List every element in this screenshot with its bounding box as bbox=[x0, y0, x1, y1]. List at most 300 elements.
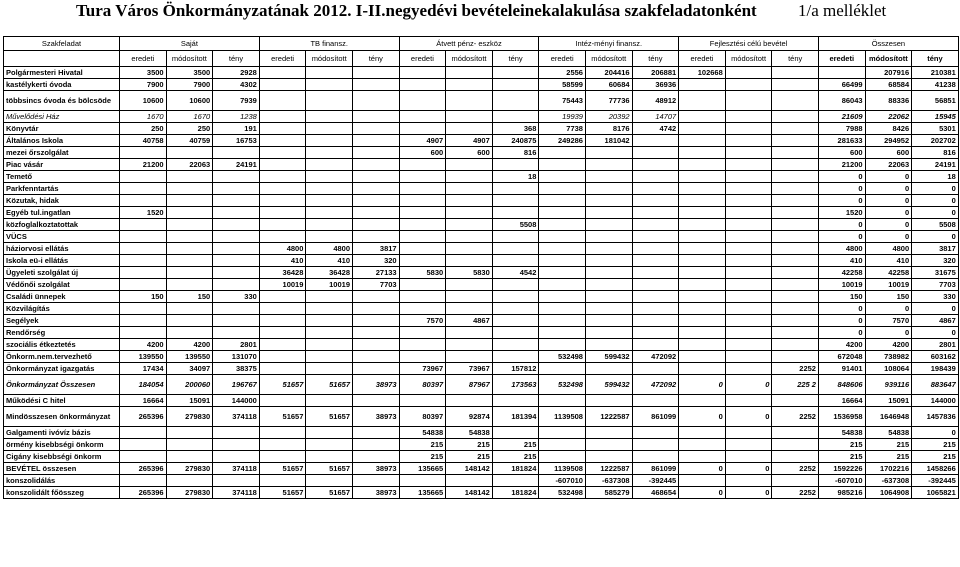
row-label: Mindösszesen önkormányzat bbox=[4, 407, 120, 427]
cell-value: 0 bbox=[818, 231, 865, 243]
cell-value: 36428 bbox=[306, 267, 353, 279]
row-label: Művelődési Ház bbox=[4, 111, 120, 123]
cell-value bbox=[725, 219, 772, 231]
row-label: konszolidált főösszeg bbox=[4, 487, 120, 499]
cell-value bbox=[725, 159, 772, 171]
cell-value bbox=[353, 395, 400, 407]
cell-value bbox=[585, 303, 632, 315]
cell-value: 54838 bbox=[818, 427, 865, 439]
cell-value: 42258 bbox=[865, 267, 912, 279]
cell-value: 1222587 bbox=[585, 407, 632, 427]
cell-value bbox=[353, 147, 400, 159]
revenue-table bbox=[3, 36, 959, 499]
cell-value bbox=[166, 171, 213, 183]
cell-value bbox=[259, 195, 306, 207]
header-group: Saját bbox=[120, 37, 260, 51]
cell-value: 4200 bbox=[818, 339, 865, 351]
cell-value bbox=[446, 207, 493, 219]
cell-value bbox=[772, 475, 819, 487]
cell-value bbox=[492, 79, 539, 91]
cell-value: 1670 bbox=[120, 111, 167, 123]
cell-value bbox=[725, 207, 772, 219]
cell-value bbox=[306, 395, 353, 407]
cell-value: 215 bbox=[912, 439, 959, 451]
header-blank bbox=[4, 51, 120, 67]
cell-value: 215 bbox=[492, 439, 539, 451]
cell-value bbox=[585, 219, 632, 231]
table-row bbox=[4, 279, 959, 291]
cell-value bbox=[259, 339, 306, 351]
cell-value bbox=[166, 451, 213, 463]
cell-value bbox=[446, 291, 493, 303]
cell-value bbox=[353, 91, 400, 111]
cell-value bbox=[585, 207, 632, 219]
cell-value bbox=[539, 451, 586, 463]
cell-value bbox=[492, 255, 539, 267]
cell-value: -637308 bbox=[865, 475, 912, 487]
cell-value: 215 bbox=[399, 451, 446, 463]
header-sub: módosított bbox=[865, 51, 912, 67]
cell-value bbox=[213, 255, 260, 267]
cell-value bbox=[539, 427, 586, 439]
cell-value: 215 bbox=[818, 439, 865, 451]
cell-value bbox=[725, 67, 772, 79]
cell-value bbox=[492, 351, 539, 363]
cell-value: 7703 bbox=[912, 279, 959, 291]
cell-value: 2252 bbox=[772, 363, 819, 375]
cell-value bbox=[632, 279, 679, 291]
row-label: Cigány kisebbségi önkorm bbox=[4, 451, 120, 463]
cell-value: 532498 bbox=[539, 351, 586, 363]
cell-value: 102668 bbox=[679, 67, 726, 79]
cell-value bbox=[259, 207, 306, 219]
cell-value: 240875 bbox=[492, 135, 539, 147]
cell-value bbox=[399, 195, 446, 207]
table-row bbox=[4, 315, 959, 327]
cell-value bbox=[725, 315, 772, 327]
cell-value bbox=[259, 395, 306, 407]
cell-value bbox=[259, 135, 306, 147]
cell-value bbox=[259, 91, 306, 111]
cell-value: 0 bbox=[912, 183, 959, 195]
cell-value bbox=[259, 111, 306, 123]
cell-value bbox=[213, 451, 260, 463]
cell-value bbox=[120, 219, 167, 231]
cell-value bbox=[585, 147, 632, 159]
cell-value: 265396 bbox=[120, 487, 167, 499]
cell-value bbox=[492, 231, 539, 243]
header-sub: eredeti bbox=[539, 51, 586, 67]
cell-value bbox=[632, 451, 679, 463]
cell-value: 36936 bbox=[632, 79, 679, 91]
cell-value bbox=[492, 111, 539, 123]
cell-value bbox=[772, 427, 819, 439]
cell-value bbox=[632, 315, 679, 327]
cell-value: -392445 bbox=[632, 475, 679, 487]
cell-value: 7570 bbox=[865, 315, 912, 327]
cell-value bbox=[539, 267, 586, 279]
cell-value bbox=[166, 183, 213, 195]
cell-value: 472092 bbox=[632, 351, 679, 363]
cell-value bbox=[772, 439, 819, 451]
cell-value bbox=[399, 91, 446, 111]
cell-value bbox=[353, 303, 400, 315]
cell-value: 150 bbox=[166, 291, 213, 303]
cell-value bbox=[166, 231, 213, 243]
cell-value bbox=[585, 395, 632, 407]
cell-value bbox=[679, 255, 726, 267]
cell-value bbox=[492, 427, 539, 439]
cell-value: 1520 bbox=[120, 207, 167, 219]
cell-value bbox=[166, 219, 213, 231]
cell-value bbox=[306, 171, 353, 183]
cell-value bbox=[353, 135, 400, 147]
cell-value bbox=[399, 395, 446, 407]
cell-value: 40759 bbox=[166, 135, 213, 147]
cell-value bbox=[632, 255, 679, 267]
cell-value bbox=[772, 279, 819, 291]
cell-value bbox=[213, 475, 260, 487]
cell-value bbox=[213, 427, 260, 439]
cell-value: 91401 bbox=[818, 363, 865, 375]
table-row bbox=[4, 207, 959, 219]
cell-value: 738982 bbox=[865, 351, 912, 363]
cell-value: 330 bbox=[912, 291, 959, 303]
cell-value bbox=[632, 363, 679, 375]
cell-value bbox=[399, 291, 446, 303]
cell-value bbox=[120, 147, 167, 159]
cell-value bbox=[772, 195, 819, 207]
cell-value bbox=[353, 327, 400, 339]
cell-value bbox=[632, 147, 679, 159]
cell-value: 22062 bbox=[865, 111, 912, 123]
cell-value: 135665 bbox=[399, 463, 446, 475]
cell-value: 410 bbox=[865, 255, 912, 267]
cell-value: -392445 bbox=[912, 475, 959, 487]
cell-value: 410 bbox=[259, 255, 306, 267]
cell-value: 848606 bbox=[818, 375, 865, 395]
cell-value bbox=[725, 91, 772, 111]
header-sub: eredeti bbox=[399, 51, 446, 67]
cell-value bbox=[632, 195, 679, 207]
cell-value: 472092 bbox=[632, 375, 679, 395]
cell-value: 181042 bbox=[585, 135, 632, 147]
cell-value bbox=[120, 327, 167, 339]
page-title: Tura Város Önkormányzatának 2012. I-II.negyedévi bevételeinekalakulása szakfeladatonként bbox=[76, 1, 757, 20]
cell-value: 985216 bbox=[818, 487, 865, 499]
cell-value: 279830 bbox=[166, 487, 213, 499]
cell-value bbox=[399, 219, 446, 231]
cell-value bbox=[120, 315, 167, 327]
cell-value bbox=[166, 303, 213, 315]
cell-value bbox=[306, 291, 353, 303]
table-row bbox=[4, 135, 959, 147]
cell-value: 1065821 bbox=[912, 487, 959, 499]
table-row bbox=[4, 111, 959, 123]
cell-value: 816 bbox=[912, 147, 959, 159]
cell-value: 19939 bbox=[539, 111, 586, 123]
cell-value: 215 bbox=[818, 451, 865, 463]
cell-value: 14707 bbox=[632, 111, 679, 123]
cell-value: 4907 bbox=[446, 135, 493, 147]
cell-value bbox=[772, 267, 819, 279]
cell-value bbox=[446, 475, 493, 487]
cell-value bbox=[213, 315, 260, 327]
cell-value: 281633 bbox=[818, 135, 865, 147]
cell-value: 7570 bbox=[399, 315, 446, 327]
cell-value bbox=[353, 427, 400, 439]
cell-value bbox=[772, 339, 819, 351]
cell-value: 4800 bbox=[865, 243, 912, 255]
cell-value: 144000 bbox=[912, 395, 959, 407]
cell-value bbox=[166, 475, 213, 487]
cell-value: 60684 bbox=[585, 79, 632, 91]
cell-value: 1702216 bbox=[865, 463, 912, 475]
cell-value: 88336 bbox=[865, 91, 912, 111]
cell-value bbox=[679, 351, 726, 363]
cell-value: 202702 bbox=[912, 135, 959, 147]
cell-value bbox=[492, 315, 539, 327]
cell-value: 0 bbox=[818, 315, 865, 327]
cell-value bbox=[679, 135, 726, 147]
row-label: Önkormányzat igazgatás bbox=[4, 363, 120, 375]
cell-value bbox=[632, 219, 679, 231]
cell-value bbox=[399, 339, 446, 351]
cell-value bbox=[120, 427, 167, 439]
cell-value bbox=[772, 171, 819, 183]
cell-value bbox=[213, 303, 260, 315]
cell-value bbox=[725, 395, 772, 407]
cell-value: 1670 bbox=[166, 111, 213, 123]
cell-value bbox=[306, 315, 353, 327]
cell-value bbox=[166, 255, 213, 267]
cell-value bbox=[353, 315, 400, 327]
cell-value: 16753 bbox=[213, 135, 260, 147]
cell-value: 4800 bbox=[259, 243, 306, 255]
cell-value: 148142 bbox=[446, 463, 493, 475]
row-label: közfoglalkoztatottak bbox=[4, 219, 120, 231]
cell-value bbox=[306, 339, 353, 351]
cell-value: 7900 bbox=[166, 79, 213, 91]
cell-value: 599432 bbox=[585, 375, 632, 395]
row-label: örmény kisebbségi önkorm bbox=[4, 439, 120, 451]
cell-value: 250 bbox=[120, 123, 167, 135]
cell-value: 73967 bbox=[446, 363, 493, 375]
cell-value: 15091 bbox=[865, 395, 912, 407]
cell-value bbox=[166, 147, 213, 159]
cell-value bbox=[725, 255, 772, 267]
cell-value: 27133 bbox=[353, 267, 400, 279]
cell-value: 0 bbox=[818, 303, 865, 315]
cell-value: 10019 bbox=[818, 279, 865, 291]
cell-value: 0 bbox=[725, 463, 772, 475]
cell-value: 51657 bbox=[306, 407, 353, 427]
row-label: Működési C hitel bbox=[4, 395, 120, 407]
table-row bbox=[4, 339, 959, 351]
table-row bbox=[4, 79, 959, 91]
cell-value bbox=[213, 195, 260, 207]
cell-value bbox=[399, 279, 446, 291]
cell-value bbox=[772, 451, 819, 463]
header-row-groups bbox=[4, 37, 959, 51]
cell-value: 0 bbox=[818, 171, 865, 183]
cell-value bbox=[725, 79, 772, 91]
cell-value bbox=[446, 231, 493, 243]
cell-value bbox=[772, 183, 819, 195]
cell-value bbox=[679, 475, 726, 487]
cell-value bbox=[213, 243, 260, 255]
cell-value bbox=[679, 279, 726, 291]
cell-value: 4742 bbox=[632, 123, 679, 135]
cell-value: 207916 bbox=[865, 67, 912, 79]
header-group: Intéz-ményi finansz. bbox=[539, 37, 679, 51]
cell-value bbox=[539, 207, 586, 219]
cell-value: 7900 bbox=[120, 79, 167, 91]
row-label: szociális étkeztetés bbox=[4, 339, 120, 351]
row-label: háziorvosi ellátás bbox=[4, 243, 120, 255]
cell-value bbox=[213, 219, 260, 231]
row-label: mezei őrszolgálat bbox=[4, 147, 120, 159]
table-row bbox=[4, 267, 959, 279]
row-label: Egyéb tul.ingatlan bbox=[4, 207, 120, 219]
cell-value bbox=[259, 475, 306, 487]
cell-value bbox=[492, 243, 539, 255]
cell-value: 21200 bbox=[120, 159, 167, 171]
cell-value bbox=[679, 363, 726, 375]
cell-value bbox=[772, 231, 819, 243]
cell-value: -607010 bbox=[539, 475, 586, 487]
cell-value: 0 bbox=[818, 219, 865, 231]
cell-value bbox=[492, 195, 539, 207]
cell-value: 51657 bbox=[259, 375, 306, 395]
cell-value bbox=[166, 207, 213, 219]
row-label: Polgármesteri Hivatal bbox=[4, 67, 120, 79]
cell-value bbox=[213, 439, 260, 451]
cell-value bbox=[585, 195, 632, 207]
table-row bbox=[4, 255, 959, 267]
cell-value bbox=[539, 159, 586, 171]
cell-value bbox=[353, 79, 400, 91]
header-row-sub bbox=[4, 51, 959, 67]
cell-value: 191 bbox=[213, 123, 260, 135]
cell-value: 131070 bbox=[213, 351, 260, 363]
cell-value bbox=[353, 351, 400, 363]
cell-value: 883647 bbox=[912, 375, 959, 395]
cell-value: 2801 bbox=[213, 339, 260, 351]
cell-value bbox=[679, 267, 726, 279]
cell-value: 54838 bbox=[399, 427, 446, 439]
cell-value bbox=[213, 267, 260, 279]
cell-value: 21200 bbox=[818, 159, 865, 171]
cell-value: 4200 bbox=[865, 339, 912, 351]
cell-value bbox=[259, 439, 306, 451]
cell-value bbox=[492, 291, 539, 303]
cell-value: 0 bbox=[865, 303, 912, 315]
cell-value: 198439 bbox=[912, 363, 959, 375]
row-label: Ügyeleti szolgálat új bbox=[4, 267, 120, 279]
cell-value bbox=[585, 327, 632, 339]
cell-value bbox=[353, 439, 400, 451]
cell-value bbox=[259, 147, 306, 159]
cell-value bbox=[353, 111, 400, 123]
cell-value bbox=[259, 183, 306, 195]
cell-value bbox=[492, 279, 539, 291]
annex-label: 1/a melléklet bbox=[798, 1, 887, 20]
cell-value bbox=[679, 339, 726, 351]
cell-value bbox=[353, 339, 400, 351]
cell-value bbox=[772, 111, 819, 123]
header-sub: tény bbox=[632, 51, 679, 67]
cell-value: 66499 bbox=[818, 79, 865, 91]
cell-value bbox=[306, 207, 353, 219]
cell-value bbox=[818, 67, 865, 79]
cell-value: 0 bbox=[912, 195, 959, 207]
cell-value bbox=[679, 79, 726, 91]
cell-value: 139550 bbox=[166, 351, 213, 363]
cell-value bbox=[399, 159, 446, 171]
row-label: VÜCS bbox=[4, 231, 120, 243]
cell-value bbox=[120, 195, 167, 207]
cell-value: 861099 bbox=[632, 407, 679, 427]
cell-value bbox=[539, 303, 586, 315]
cell-value bbox=[539, 171, 586, 183]
cell-value: 148142 bbox=[446, 487, 493, 499]
row-label: BEVÉTEL összesen bbox=[4, 463, 120, 475]
cell-value bbox=[492, 395, 539, 407]
cell-value: 144000 bbox=[213, 395, 260, 407]
cell-value: 672048 bbox=[818, 351, 865, 363]
header-sub: eredeti bbox=[679, 51, 726, 67]
cell-value: 10019 bbox=[259, 279, 306, 291]
cell-value bbox=[120, 475, 167, 487]
cell-value bbox=[679, 207, 726, 219]
cell-value: 1592226 bbox=[818, 463, 865, 475]
cell-value: 532498 bbox=[539, 487, 586, 499]
cell-value bbox=[539, 183, 586, 195]
cell-value: 24191 bbox=[213, 159, 260, 171]
cell-value: 17434 bbox=[120, 363, 167, 375]
cell-value bbox=[399, 183, 446, 195]
cell-value bbox=[446, 395, 493, 407]
cell-value bbox=[725, 195, 772, 207]
cell-value bbox=[166, 439, 213, 451]
cell-value bbox=[353, 159, 400, 171]
cell-value bbox=[259, 351, 306, 363]
cell-value bbox=[679, 123, 726, 135]
cell-value: 7939 bbox=[213, 91, 260, 111]
cell-value bbox=[120, 303, 167, 315]
cell-value bbox=[492, 67, 539, 79]
cell-value bbox=[166, 427, 213, 439]
cell-value bbox=[259, 451, 306, 463]
cell-value: 0 bbox=[679, 463, 726, 475]
cell-value bbox=[679, 111, 726, 123]
cell-value bbox=[446, 159, 493, 171]
cell-value bbox=[725, 111, 772, 123]
table-row bbox=[4, 171, 959, 183]
cell-value bbox=[772, 315, 819, 327]
cell-value: 215 bbox=[865, 451, 912, 463]
cell-value bbox=[446, 339, 493, 351]
header-sub: módosított bbox=[585, 51, 632, 67]
table-row bbox=[4, 219, 959, 231]
cell-value bbox=[772, 351, 819, 363]
cell-value: 3500 bbox=[166, 67, 213, 79]
cell-value bbox=[585, 427, 632, 439]
header-szakfeladat: Szakfeladat bbox=[4, 37, 120, 51]
cell-value: 56851 bbox=[912, 91, 959, 111]
cell-value: 599432 bbox=[585, 351, 632, 363]
